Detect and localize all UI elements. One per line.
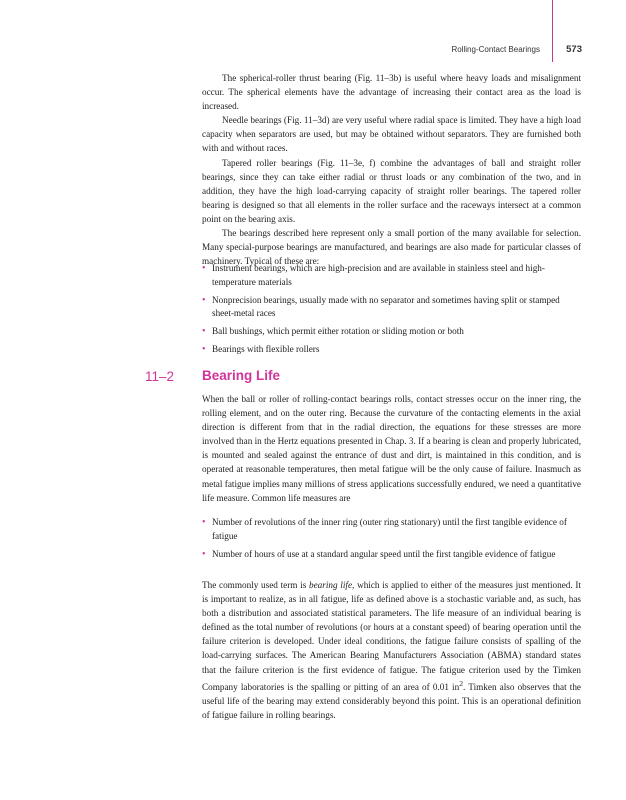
list-item: • Instrument bearings, which are high-precision and are available in stainless steel and high-temperature materials <box>202 263 545 287</box>
list-item: • Number of hours of use at a standard angular speed until the first tangible evidence of fatigue <box>202 548 556 560</box>
paragraph: Tapered roller bearings (Fig. 11–3e, f) combine the advantages of ball and straight roller bearings, since they can take either radial or thrust loads or any combination of the two, and in addition, they have the high load-carrying capacity of straight roller bearings. The tapered roller bearing is designed so that all elements in the roller surface and the raceways intersect at a common point on the bearing axis. <box>202 157 581 224</box>
list-item: • Bearings with flexible rollers <box>202 343 320 355</box>
paragraph: The commonly used term is bearing life, which is applied to either of the measures just mentioned. It is important to realize, as in all fatigue, life as defined above is a stochastic variable and, as such, has both a distribution and associated statistical parameters. The life measure of an individual bearing is defined as the total number of revolutions (or hours at a constant speed) of bearing operation until the failure criterion is developed. Under ideal conditions, the fatigue failure consists of spalling of the load-carrying surfaces. The American Bearing Manufacturers Association (ABMA) standard states that the failure criterion is the first evidence of fatigue. The fatigue criterion used by the Timken Company laboratories is the spalling or pitting of an area of 0.01 $in^2$. Timken also observes that the useful life of the bearing may extend considerably beyond this point. This is an operational definition of fatigue failure in rolling bearings. <box>202 580 581 720</box>
paragraph: The spherical-roller thrust bearing (Fig. 11–3b) is useful where heavy loads and misalignment occur. The spherical elements have the advantage of increasing their contact area as the load is increased. <box>202 73 581 112</box>
section-number: 11–2 <box>145 369 175 384</box>
section-body <box>202 392 581 505</box>
bullet-icon: • <box>202 517 206 528</box>
section-title: Bearing Life <box>202 368 281 383</box>
bullet-icon: • <box>202 294 206 306</box>
bullet-icon: • <box>202 548 206 560</box>
final-paragraph <box>202 578 581 722</box>
list-item: • Nonprecision bearings, usually made with no separator and sometimes having split or stamped sheet-metal races <box>202 294 560 319</box>
paragraph: Needle bearings (Fig. 11–3d) are very useful where radial space is limited. They have a high load capacity when separators are used, but may be obtained without separators. They are furnished both with and without races. <box>202 115 581 154</box>
paragraph: The bearings described here represent only a small portion of the many available for selection. Many special-purpose bearings are manufactured, and bearings are also made for particular classes of machinery. Typical of these are: <box>202 228 581 267</box>
bullet-icon: • <box>202 263 206 274</box>
bullet-list-2 <box>202 516 581 565</box>
bullet-icon: • <box>202 343 206 355</box>
page-number: 573 <box>566 44 582 55</box>
intro-text <box>202 71 581 268</box>
list-item: • Number of revolutions of the inner ring (outer ring stationary) until the first tangible evidence of fatigue <box>202 517 567 541</box>
running-title: Rolling-Contact Bearings <box>451 45 540 54</box>
list-item: • Ball bushings, which permit either rotation or sliding motion or both <box>202 326 464 338</box>
emphasized-term: bearing life, <box>309 580 355 590</box>
paragraph: When the ball or roller of rolling-contact bearings rolls, contact stresses occur on the inner ring, the rolling element, and on the outer ring. Because the curvature of the contacting elements in the axial direction is different from that in the radial direction, the equations for these stresses are more involved than in the Hertz equations presented in Chap. 3. If a bearing is clean and properly lubricated, is mounted and sealed against the entrance of dust and dirt, is maintained in this condition, and is operated at reasonable temperatures, then metal fatigue will be the only cause of failure. Inasmuch as metal fatigue implies many millions of stress applications successfully endured, we need a quantitative life measure. Common life measures are <box>202 394 581 503</box>
bullet-icon: • <box>202 326 206 338</box>
running-header <box>380 44 582 58</box>
bullet-list-1 <box>202 262 581 361</box>
